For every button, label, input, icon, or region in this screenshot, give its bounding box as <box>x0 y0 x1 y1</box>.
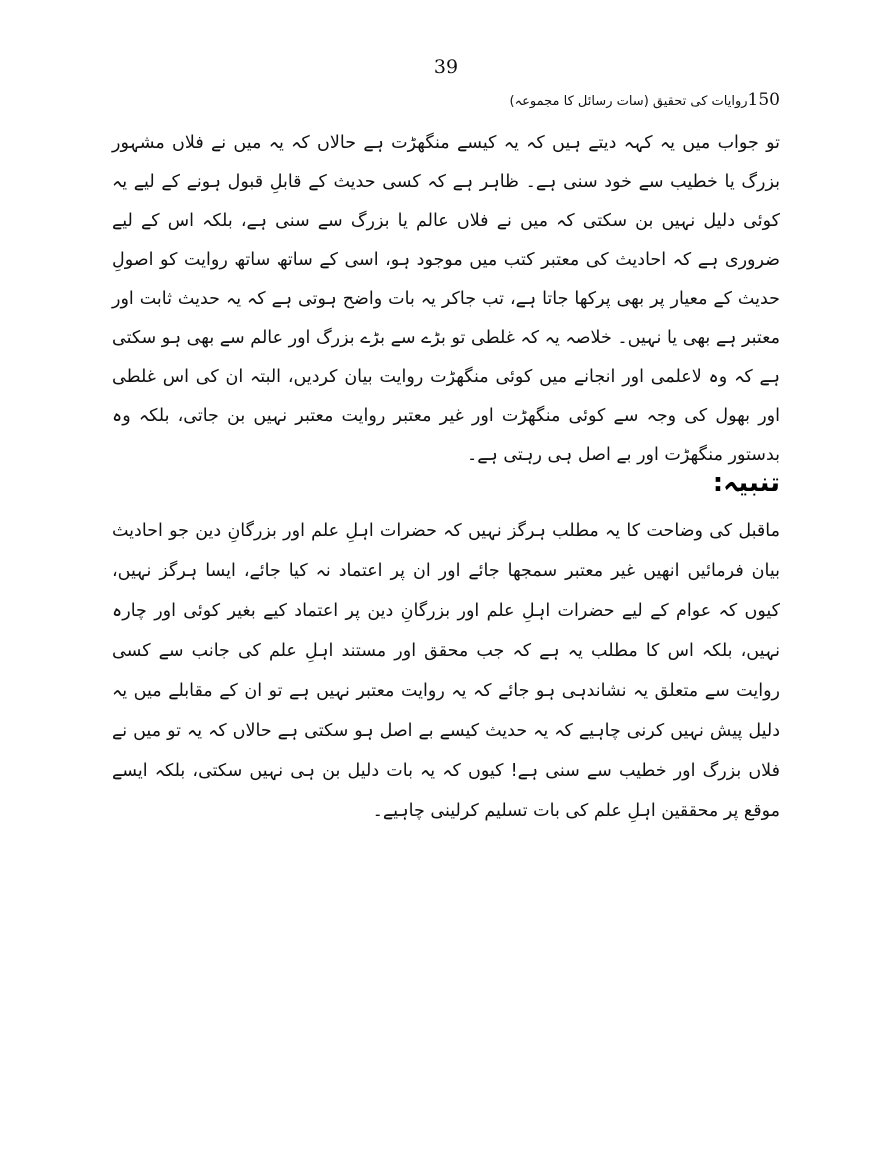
running-header <box>260 90 780 112</box>
running-header-number: 150 <box>747 90 780 110</box>
running-header-title: روایات کی تحقیق (سات رسائل کا مجموعہ) <box>509 94 748 109</box>
page-number: 39 <box>433 56 459 78</box>
section-heading-tanbeeh: تنبیہ: <box>712 468 780 498</box>
body-paragraph-2: ماقبل کی وضاحت کا یہ مطلب ہرگز نہیں کہ حضرات اہلِ علم اور بزرگانِ دین جو احادیث بیان فرمائیں انھیں غیر معتبر سمجھا جائے اور ان پر اعتماد نہ کیا جائے، ایسا ہرگز نہیں، کیوں کہ عوام کے لیے حضرات اہلِ علم اور بزرگانِ دین پر اعتماد کیے بغیر کوئی اور چارہ نہیں، بلکہ اس کا مطلب یہ ہے کہ جب محقق اور مستند اہلِ علم کی جانب سے کسی روایت سے متعلق یہ نشاندہی ہو جائے کہ یہ روایت معتبر نہیں ہے تو ان کے مقابلے میں یہ دلیل پیش نہیں کرنی چاہیے کہ یہ حدیث کیسے بے اصل ہو سکتی ہے حالاں کہ یہ تو میں نے فلاں بزرگ اور خطیب سے سنی ہے! کیوں کہ یہ بات دلیل بن ہی نہیں سکتی، بلکہ ایسے موقع پر محققین اہلِ علم کی بات تسلیم کرلینی چاہیے۔ <box>112 521 780 821</box>
body-paragraph-1: تو جواب میں یہ کہہ دیتے ہیں کہ یہ کیسے منگھڑت ہے حالاں کہ یہ میں نے فلاں مشہور بزرگ یا خطیب سے خود سنی ہے۔ ظاہر ہے کہ کسی حدیث کے قابلِ قبول ہونے کے لیے یہ کوئی دلیل نہیں بن سکتی کہ میں نے فلاں عالم یا بزرگ سے سنی ہے، بلکہ اس کے لیے ضروری ہے کہ احادیث کی معتبر کتب میں موجود ہو، اسی کے ساتھ ساتھ روایت کو اصولِ حدیث کے معیار پر بھی پرکھا جاتا ہے، تب جاکر یہ بات واضح ہوتی ہے کہ یہ حدیث ثابت اور معتبر ہے بھی یا نہیں۔ خلاصہ یہ کہ غلطی تو بڑے سے بڑے بزرگ اور عالم سے بھی ہو سکتی ہے کہ وہ لاعلمی اور انجانے میں کوئی منگھڑت روایت بیان کردیں، البتہ ان کی اس غلطی اور بھول کی وجہ سے کوئی منگھڑت اور غیر معتبر روایت معتبر نہیں بن جاتی، بلکہ وہ بدستور منگھڑت اور بے اصل ہی رہتی ہے۔ <box>112 133 780 465</box>
